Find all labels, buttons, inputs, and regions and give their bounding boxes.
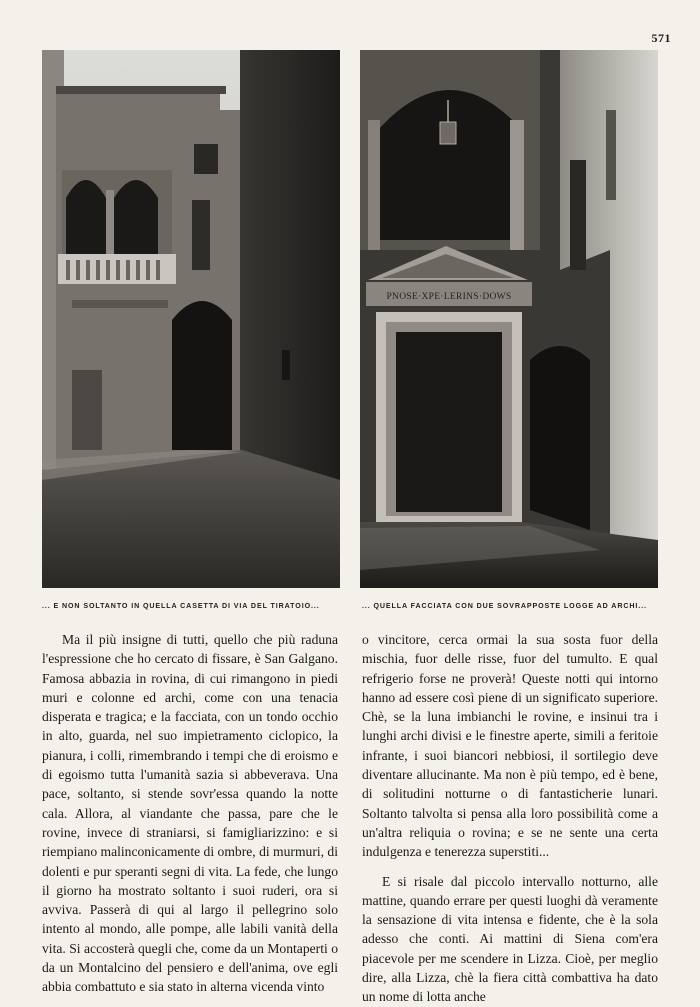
- text-column-right: [362, 630, 658, 1007]
- caption-left: ... E NON SOLTANTO IN QUELLA CASETTA DI VIA DEL TIRATOIO...: [42, 602, 320, 610]
- text-column-left: [42, 630, 338, 997]
- page-number: 571: [651, 31, 671, 45]
- photo-courtyard-via-del-tiratoio: [42, 50, 340, 588]
- paragraph: Ma il più insigne di tutti, quello che più raduna l'espressione che ho cercato di fissare, è San Galgano. Famosa abbazia in rovina, di cui rimangono in piedi muri e colonne ed archi, come con una tenacia disperata e tragica; e la facciata, con un tondo occhio in alto, guarda, nel suo impietramento ciclopico, la pianura, i colli, rimembrando i tempi che di eroismo e di egoismo tutta l'umanità sazia si abbeverava. Una pace, soltanto, si stende sovr'essa quando la notte cala. Allora, al viandante che passa, pare che le rovine, invece di straniarsi, si famigliarizzino: e si riempiano malinconicamente di ombre, di murmuri, di dolenti e pur speranti segni di vita. La fede, che lungo il giorno ha mostrato soltanto i suoi ruderi, ora si avviva. Passerà di qui al largo il pellegrino solo intento al mondo, alle pompe, alle labili vanità della vita. Si accosterà quegli che, come da un Montaperti o da un Montalcino del pensiero e dell'anima, ove egli abbia combattuto e sia stato in alterna vicenda vinto: [42, 632, 338, 995]
- inscription-text: PNOSE·XPE·LERINS·DOWS: [386, 292, 512, 302]
- caption-right: ... QUELLA FACCIATA CON DUE SOVRAPPOSTE LOGGE AD ARCHI...: [362, 602, 647, 610]
- paragraph: o vincitore, cerca ormai la sua sosta fuor della mischia, fuor delle risse, fuor del tumulto. E qual refrigerio forse ne proverà! Queste notti qui intorno hanno ad essere così piene di un significato superiore. Chè, se la luna imbianchi le rovine, e insinui tra i lunghi archi divisi e le finestre aperte, simili a feritoie infrante, i suoi biancori nebbiosi, il sortilegio deve diventare allucinante. Ma non è più tempo, ed è bene, di solitudini notturne o di fantasticherie lunari. Soltanto talvolta si pensa alla loro possibilità come a un'altra reliquia o rovina; e se ne sente una certa indulgenza e tenerezza superstiti...: [362, 632, 658, 860]
- paragraph: E si risale dal piccolo intervallo notturno, alle mattine, quando errare per questi luoghi dà veramente la sensazione di vita intensa e fidente, che è la sola adesso che conti. Ai mattini di Siena com'era piacevole per me scendere in Lizza. Cioè, per meglio dire, alla Lizza, chè la fiera città combattiva ha dato un nome di lotta anche: [362, 873, 658, 1005]
- courtyard-illustration: [42, 50, 340, 588]
- photo-facade-two-loggias: [360, 50, 658, 588]
- facade-illustration: [360, 50, 658, 588]
